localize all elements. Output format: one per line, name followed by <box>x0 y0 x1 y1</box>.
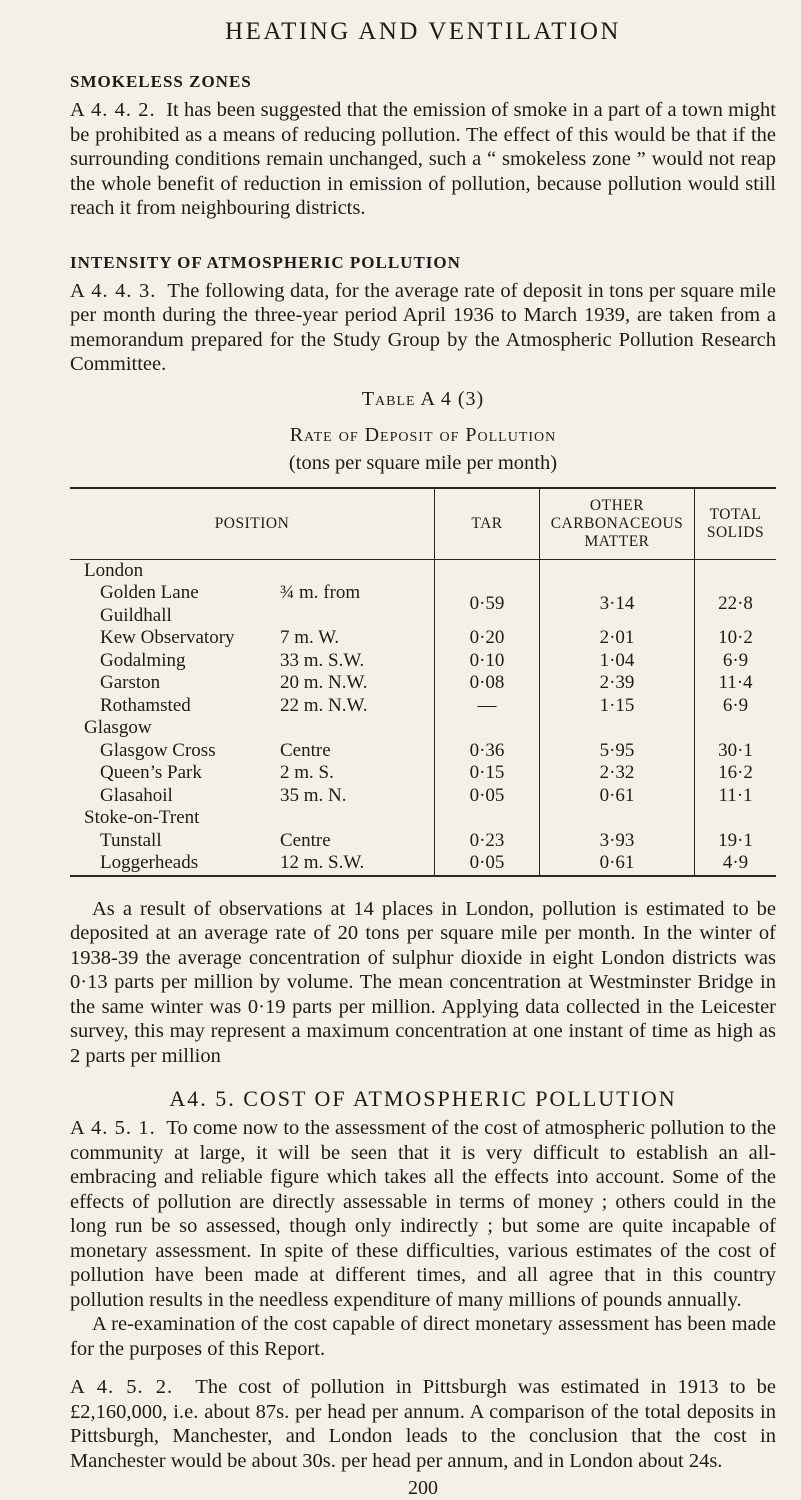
table-row <box>70 650 776 673</box>
total-solids-value: 11·4 <box>695 672 777 695</box>
total-solids-value: 10·2 <box>695 627 777 650</box>
location-distance: 20 m. N.W. <box>280 672 368 693</box>
location-name: Glasgow Cross <box>100 739 216 761</box>
total-solids-value: 19·1 <box>695 830 777 853</box>
tar-value: 0·05 <box>435 785 540 808</box>
table-row <box>70 830 776 853</box>
tar-value: 0·10 <box>435 650 540 673</box>
tar-value: 0·59 <box>435 582 540 627</box>
table-row <box>70 807 776 830</box>
carbonaceous-value: 0·61 <box>540 852 695 875</box>
section-heading-smokeless-zones: SMOKELESS ZONES <box>70 72 252 91</box>
table-number: Table A 4 (3) <box>361 387 485 410</box>
region-label: Stoke-on-Trent <box>84 807 200 828</box>
location-distance: Centre <box>280 829 331 851</box>
table-row <box>70 627 776 650</box>
total-solids-value: 6·9 <box>695 650 777 673</box>
location-name: Queen’s Park <box>100 762 202 783</box>
location-cell <box>70 650 435 673</box>
location-cell <box>70 695 435 718</box>
location-name: Loggerheads <box>100 852 199 873</box>
location-distance: 22 m. N.W. <box>280 694 368 716</box>
location-name: Golden Lane <box>100 582 199 603</box>
paragraph-ref: A 4. 4. 2. <box>70 99 156 121</box>
carbonaceous-value: 3·14 <box>540 582 695 627</box>
location-name: Kew Observatory <box>100 627 235 648</box>
col-header-tar: TAR <box>435 489 540 560</box>
table-row <box>70 559 776 582</box>
paragraph-text: The following data, for the average rate of deposit in tons per square mile per month during the three-year period April 1936 to March 1939, are taken from a memorandum prepared for the Study Group by the Atmospheric Pollution Research Committee. <box>70 279 776 375</box>
paragraph-ref: A 4. 4. 3. <box>70 279 157 302</box>
location-cell <box>70 762 435 785</box>
location-cell <box>70 852 435 875</box>
carbonaceous-value: 0·61 <box>540 785 695 808</box>
location-name: Tunstall <box>100 829 162 851</box>
page-number: 200 <box>408 1477 438 1499</box>
location-cell <box>70 672 435 695</box>
carbonaceous-value: 2·32 <box>540 762 695 785</box>
tar-value: 0·08 <box>435 672 540 695</box>
paragraph-text: To come now to the assessment of the cost of atmospheric pollution to the community at large, it will be seen that it is very difficult to establish an all-embracing and reliable figure which takes all the effects into account. Some of the effects of pollution are directly assessable in terms of money ; others could in the long run be so assessed, though only indirectly ; but some are quite incapable of monetary assessment. In spite of these difficulties, various estimates of the cost of pollution have been made at different times, and all agree that in this country pollution results in the needless expenditure of many millions of pounds annually. <box>70 1117 776 1311</box>
location-distance: Centre <box>280 739 331 761</box>
total-solids-value: 11·1 <box>695 785 777 808</box>
region-label: Glasgow <box>84 717 152 738</box>
table-row <box>70 672 776 695</box>
tar-value: 0·20 <box>435 627 540 650</box>
running-head: HEATING AND VENTILATION <box>225 18 621 45</box>
col-header-position: POSITION <box>70 489 435 560</box>
tar-value: 0·23 <box>435 830 540 853</box>
total-solids-value: 16·2 <box>695 762 777 785</box>
table-row <box>70 762 776 785</box>
location-cell <box>70 582 435 627</box>
location-cell <box>70 740 435 763</box>
location-name: Garston <box>100 672 161 693</box>
table-body <box>70 559 776 875</box>
total-solids-value: 4·9 <box>695 852 777 875</box>
carbonaceous-value: 3·93 <box>540 830 695 853</box>
carbonaceous-value: 1·04 <box>540 650 695 673</box>
total-solids-value: 30·1 <box>695 740 777 763</box>
paragraph-cost-1 <box>70 1116 776 1312</box>
paragraph-cost-2 <box>70 1375 776 1473</box>
location-name: Glasahoil <box>100 784 173 806</box>
paragraph-london-observations: As a result of observations at 14 places in London, pollution is estimated to be deposited at an average rate of 20 tons per square mile per month. In the winter of 1938-39 the average concentration of sulphur dioxide in eight London districts was 0·13 parts per million by volume. The mean concentration at Westminster Bridge in the same winter was 0·19 parts per million. Applying data collected in the Leicester survey, this may represent a maximum concentration at one instant of time as high as 2 parts per million <box>70 897 776 1067</box>
location-distance: 12 m. S.W. <box>280 852 365 873</box>
table-subtitle: (tons per square mile per month) <box>288 451 558 474</box>
page <box>70 18 776 1500</box>
paragraph-ref: A 4. 5. 1. <box>70 1117 156 1139</box>
location-distance: 33 m. S.W. <box>280 649 365 671</box>
total-solids-value: 6·9 <box>695 695 777 718</box>
paragraph-text: It has been suggested that the emission of smoke in a part of a town might be prohibited as a means of reducing pollution. The effect of this would be that if the surrounding conditions remain unchanged, such a “ smokeless zone ” would not reap the whole benefit of reduction in emission of pollution, because pollution would still reach it from neighbouring districts. <box>70 99 776 219</box>
location-cell <box>70 785 435 808</box>
table-row <box>70 852 776 875</box>
table-row <box>70 740 776 763</box>
section-heading-intensity: INTENSITY OF ATMOSPHERIC POLLUTION <box>70 252 461 272</box>
col-header-carbonaceous: OTHER CARBONACEOUS MATTER <box>540 489 695 560</box>
table-title: Rate of Deposit of Pollution <box>289 423 557 446</box>
location-distance: ¾ m. from Guildhall <box>100 582 361 626</box>
region-label: London <box>84 559 144 581</box>
location-distance: 35 m. N. <box>280 784 347 806</box>
location-cell <box>70 830 435 853</box>
paragraph-ref: A 4. 5. 2. <box>70 1376 174 1398</box>
tar-value: — <box>435 695 540 718</box>
col-header-total-solids: TOTAL SOLIDS <box>695 489 777 560</box>
section-heading-cost: A4. 5. COST OF ATMOSPHERIC POLLUTION <box>169 1086 677 1111</box>
pollution-deposit-table <box>70 489 776 875</box>
paragraph-text: The cost of pollution in Pittsburgh was estimated in 1913 to be £2,160,000, i.e. about 87s. per head per annum. A comparison of the total deposits in Pittsburgh, Manchester, and London leads to the conclusion that the cost in Manchester would be about 30s. per head per annum, and in London about 24s. <box>70 1376 776 1472</box>
paragraph-intensity <box>70 279 776 377</box>
table-row <box>70 695 776 718</box>
tar-value: 0·36 <box>435 740 540 763</box>
location-distance: 7 m. W. <box>280 627 340 648</box>
table-row <box>70 582 776 627</box>
location-name: Godalming <box>100 649 186 671</box>
paragraph-cost-1b: A re-examination of the cost capable of direct monetary assessment has been made for the purposes of this Report. <box>70 1313 776 1360</box>
total-solids-value: 22·8 <box>695 582 777 627</box>
carbonaceous-value: 2·01 <box>540 627 695 650</box>
location-cell <box>70 627 435 650</box>
carbonaceous-value: 1·15 <box>540 695 695 718</box>
location-name: Rothamsted <box>100 694 191 716</box>
tar-value: 0·15 <box>435 762 540 785</box>
carbonaceous-value: 2·39 <box>540 672 695 695</box>
table-row <box>70 785 776 808</box>
table-row <box>70 717 776 740</box>
paragraph-smokeless-zones <box>70 98 776 221</box>
tar-value: 0·05 <box>435 852 540 875</box>
carbonaceous-value: 5·95 <box>540 740 695 763</box>
location-distance: 2 m. S. <box>280 762 334 783</box>
